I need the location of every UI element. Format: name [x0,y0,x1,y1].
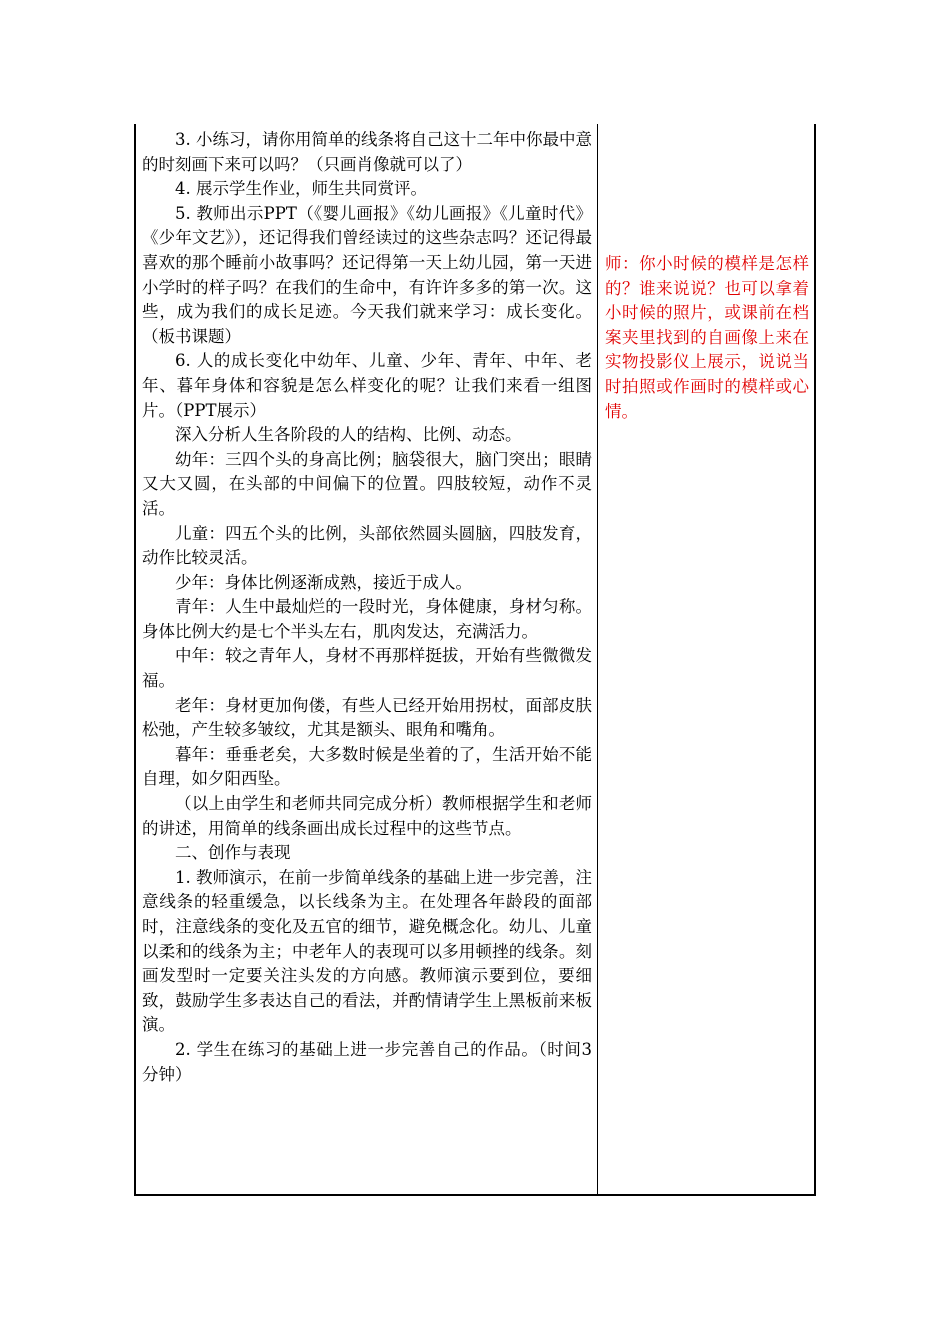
paragraph: 老年：身材更加佝偻，有些人已经开始用拐杖，面部皮肤松弛，产生较多皱纹，尤其是额头、眼角和嘴角。 [142,695,592,740]
paragraph: 6. 人的成长变化中幼年、儿童、少年、青年、中年、老年、暮年身体和容貌是怎么样变化的呢？让我们来看一组图片。（PPT展示） [142,351,592,420]
paragraph: 中年：较之青年人，身材不再那样挺拔，开始有些微微发福。 [142,646,592,691]
paragraph: 少年：身体比例逐渐成熟，接近于成人。 [175,572,472,592]
section-heading: 二、创作与表现 [175,843,291,863]
paragraph: 3. 小练习，请你用简单的线条将自己这十二年中你最中意的时刻画下来可以吗？（只画肖像就可以了） [142,130,592,174]
teaching-process-column [142,128,592,1087]
paragraph: 暮年：垂垂老矣，大多数时候是坐着的了，生活开始不能自理，如夕阳西坠。 [142,744,592,789]
paragraph: 4. 展示学生作业，师生共同赏评。 [175,179,427,199]
paragraph: 深入分析人生各阶段的人的结构、比例、动态。 [175,425,522,445]
teacher-note: 师：你小时候的模样是怎样的？谁来说说？也可以拿着小时候的照片，或课前在档案夹里找到的自画像上来在实物投影仪上展示，说说当时拍照或作画时的模样或心情。 [605,254,809,421]
paragraph: （以上由学生和老师共同完成分析）教师根据学生和老师的讲述，用简单的线条画出成长过程中的这些节点。 [142,794,592,838]
paragraph: 2. 学生在练习的基础上进一步完善自己的作品。（时间3分钟） [142,1039,592,1084]
paragraph: 青年：人生中最灿烂的一段时光，身体健康，身材匀称。身体比例大约是七个半头左右，肌肉发达，充满活力。 [142,597,592,641]
paragraph: 5. 教师出示PPT（《婴儿画报》《幼儿画报》《儿童时代》《少年文艺》），还记得我们曾经读过的这些杂志吗？还记得最喜欢的那个睡前小故事吗？还记得第一天上幼儿园，第一天进小学时的样子吗？在我们的生命中，有许许多多的第一次。这些，成为我们的成长足迹。今天我们就来学习：成长变化。（板书课题） [142,203,592,346]
column-divider [597,124,598,1194]
paragraph: 1. 教师演示，在前一步简单线条的基础上进一步完善，注意线条的轻重缓急，以长线条为主。在处理各年龄段的面部时，注意线条的变化及五官的细节，避免概念化。幼儿、儿童以柔和的线条为主；中老年人的表现可以多用顿挫的线条。刻画发型时一定要关注头发的方向感。教师演示要到位，要细致，鼓励学生多表达自己的看法，并酌情请学生上黑板前来板演。 [142,867,592,1035]
paragraph: 幼年：三四个头的身高比例；脑袋很大，脑门突出；眼睛又大又圆，在头部的中间偏下的位置。四肢较短，动作不灵活。 [142,449,592,518]
paragraph: 儿童：四五个头的比例，头部依然圆头圆脑，四肢发育，动作比较灵活。 [142,523,592,568]
lesson-table [134,124,816,1196]
